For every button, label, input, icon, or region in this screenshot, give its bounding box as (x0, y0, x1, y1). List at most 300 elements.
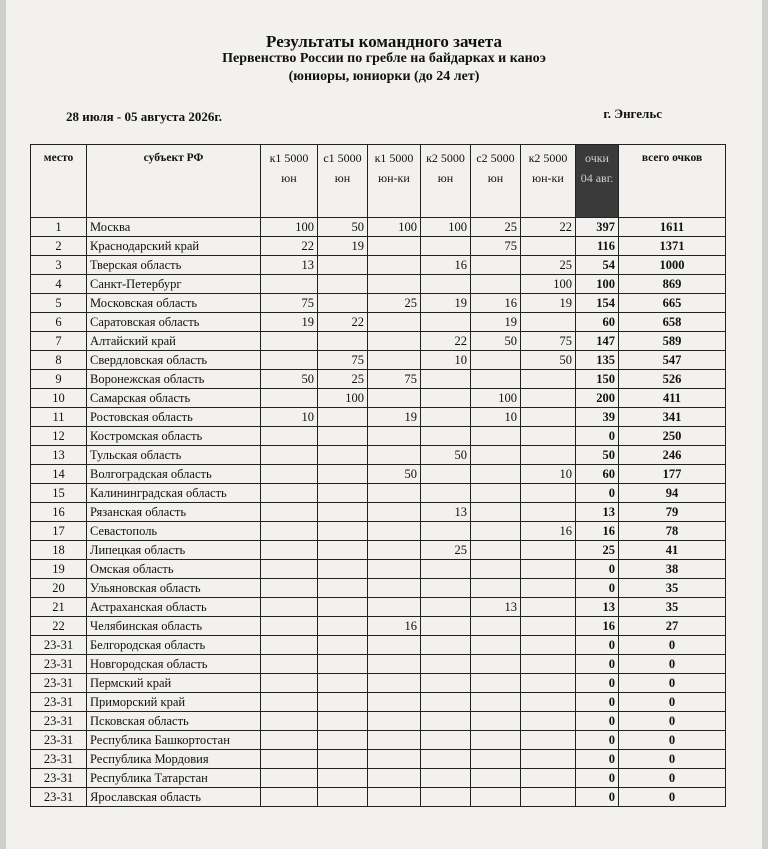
event-points-cell (318, 503, 368, 522)
event-points-cell (368, 731, 421, 750)
event-points-cell (261, 446, 318, 465)
column-header-place: место (31, 145, 87, 218)
total-points-cell: 0 (619, 636, 726, 655)
event-points-cell: 19 (421, 294, 471, 313)
event-points-cell (368, 351, 421, 370)
event-points-cell (521, 408, 576, 427)
total-points-cell: 1371 (619, 237, 726, 256)
day-points-cell: 13 (576, 598, 619, 617)
table-row (31, 275, 726, 294)
region-cell: Республика Башкортостан (87, 731, 261, 750)
total-points-cell: 0 (619, 693, 726, 712)
event-points-cell (261, 332, 318, 351)
day-points-cell: 0 (576, 788, 619, 807)
event-points-cell: 22 (318, 313, 368, 332)
event-points-cell (521, 370, 576, 389)
table-row (31, 693, 726, 712)
total-points-cell: 658 (619, 313, 726, 332)
event-points-cell: 25 (471, 218, 521, 237)
place-cell: 6 (31, 313, 87, 332)
place-cell: 10 (31, 389, 87, 408)
event-points-cell (318, 674, 368, 693)
total-points-cell: 1000 (619, 256, 726, 275)
event-points-cell (261, 541, 318, 560)
total-points-cell: 35 (619, 598, 726, 617)
event-points-cell (318, 712, 368, 731)
day-points-cell: 0 (576, 560, 619, 579)
event-points-cell: 16 (471, 294, 521, 313)
event-dates: 28 июля - 05 августа 2026г. (66, 109, 223, 124)
total-points-cell: 869 (619, 275, 726, 294)
table-row (31, 351, 726, 370)
day-points-cell: 13 (576, 503, 619, 522)
event-points-cell (261, 617, 318, 636)
day-points-cell: 0 (576, 731, 619, 750)
event-points-cell (471, 541, 521, 560)
event-points-cell (471, 503, 521, 522)
place-cell: 20 (31, 579, 87, 598)
table-row (31, 465, 726, 484)
place-cell: 23-31 (31, 674, 87, 693)
event-points-cell: 50 (421, 446, 471, 465)
event-points-cell (318, 522, 368, 541)
event-points-cell (318, 408, 368, 427)
event-points-cell (318, 636, 368, 655)
event-points-cell (421, 275, 471, 294)
event-points-cell (318, 617, 368, 636)
event-points-cell: 22 (421, 332, 471, 351)
event-points-cell: 100 (368, 218, 421, 237)
event-points-cell (318, 693, 368, 712)
table-body (31, 218, 726, 807)
event-points-cell: 75 (471, 237, 521, 256)
place-cell: 4 (31, 275, 87, 294)
place-cell: 23-31 (31, 693, 87, 712)
event-points-cell (318, 769, 368, 788)
column-header-c2-5000-jun: с2 5000 юн (471, 145, 521, 218)
event-points-cell (471, 446, 521, 465)
place-cell: 23-31 (31, 750, 87, 769)
event-points-cell (471, 275, 521, 294)
place-cell: 21 (31, 598, 87, 617)
table-row (31, 788, 726, 807)
event-points-cell (421, 788, 471, 807)
event-points-cell: 25 (318, 370, 368, 389)
event-points-cell: 50 (368, 465, 421, 484)
event-points-cell (318, 598, 368, 617)
event-points-cell (261, 674, 318, 693)
place-cell: 11 (31, 408, 87, 427)
total-points-cell: 0 (619, 674, 726, 693)
region-cell: Алтайский край (87, 332, 261, 351)
event-points-cell (471, 731, 521, 750)
region-cell: Липецкая область (87, 541, 261, 560)
total-points-cell: 665 (619, 294, 726, 313)
event-points-cell (368, 275, 421, 294)
event-points-cell (421, 408, 471, 427)
column-header-c1-5000-jun: с1 5000 юн (318, 145, 368, 218)
event-points-cell (471, 769, 521, 788)
region-cell: Пермский край (87, 674, 261, 693)
event-points-cell (318, 560, 368, 579)
event-points-cell (471, 351, 521, 370)
table-row (31, 655, 726, 674)
event-points-cell (368, 313, 421, 332)
region-cell: Приморский край (87, 693, 261, 712)
event-points-cell (261, 788, 318, 807)
event-points-cell (521, 750, 576, 769)
event-city: г. Энгельс (603, 106, 662, 121)
total-points-cell: 27 (619, 617, 726, 636)
event-points-cell (471, 579, 521, 598)
event-points-cell (471, 370, 521, 389)
event-points-cell (318, 427, 368, 446)
event-points-cell: 100 (521, 275, 576, 294)
event-points-cell (261, 579, 318, 598)
event-points-cell (368, 750, 421, 769)
event-points-cell (521, 788, 576, 807)
day-points-cell: 0 (576, 427, 619, 446)
column-header-points-day: очки 04 авг. (576, 145, 619, 218)
region-cell: Волгоградская область (87, 465, 261, 484)
document-subtitle: Первенство России по гребле на байдарках и каноэ (222, 51, 546, 66)
region-cell: Астраханская область (87, 598, 261, 617)
place-cell: 16 (31, 503, 87, 522)
event-points-cell: 50 (318, 218, 368, 237)
event-points-cell (421, 693, 471, 712)
event-points-cell (521, 712, 576, 731)
table-row (31, 389, 726, 408)
event-points-cell (521, 769, 576, 788)
day-points-cell: 0 (576, 693, 619, 712)
event-points-cell (521, 541, 576, 560)
day-points-cell: 147 (576, 332, 619, 351)
event-points-cell (368, 636, 421, 655)
place-cell: 1 (31, 218, 87, 237)
table-row (31, 617, 726, 636)
region-cell: Московская область (87, 294, 261, 313)
event-points-cell (421, 617, 471, 636)
column-header-k1-5000-junki: к1 5000 юн-ки (368, 145, 421, 218)
event-points-cell (521, 389, 576, 408)
event-points-cell: 16 (368, 617, 421, 636)
region-cell: Челябинская область (87, 617, 261, 636)
event-points-cell (521, 313, 576, 332)
event-points-cell (261, 636, 318, 655)
table-row (31, 332, 726, 351)
event-points-cell (521, 693, 576, 712)
region-cell: Новгородская область (87, 655, 261, 674)
region-cell: Ярославская область (87, 788, 261, 807)
place-cell: 22 (31, 617, 87, 636)
total-points-cell: 177 (619, 465, 726, 484)
table-header-row (31, 145, 726, 218)
event-points-cell (368, 503, 421, 522)
day-points-cell: 25 (576, 541, 619, 560)
table-row (31, 541, 726, 560)
event-points-cell (368, 332, 421, 351)
place-cell: 15 (31, 484, 87, 503)
table-row (31, 579, 726, 598)
day-points-cell: 0 (576, 655, 619, 674)
region-cell: Ростовская область (87, 408, 261, 427)
table-row (31, 484, 726, 503)
event-points-cell (368, 769, 421, 788)
event-points-cell (261, 275, 318, 294)
event-points-cell (368, 237, 421, 256)
event-points-cell (521, 617, 576, 636)
event-points-cell (521, 484, 576, 503)
place-cell: 14 (31, 465, 87, 484)
event-points-cell (368, 541, 421, 560)
event-points-cell (261, 484, 318, 503)
place-cell: 7 (31, 332, 87, 351)
region-cell: Воронежская область (87, 370, 261, 389)
event-points-cell (421, 579, 471, 598)
day-points-cell: 397 (576, 218, 619, 237)
event-points-cell (368, 712, 421, 731)
table-row (31, 636, 726, 655)
table-row (31, 237, 726, 256)
total-points-cell: 0 (619, 731, 726, 750)
event-points-cell (368, 598, 421, 617)
event-points-cell (318, 294, 368, 313)
event-points-cell (368, 389, 421, 408)
event-points-cell (261, 598, 318, 617)
table-row (31, 503, 726, 522)
event-points-cell (521, 579, 576, 598)
event-points-cell (368, 446, 421, 465)
table-row (31, 370, 726, 389)
day-points-cell: 154 (576, 294, 619, 313)
event-points-cell: 100 (261, 218, 318, 237)
place-cell: 18 (31, 541, 87, 560)
place-cell: 19 (31, 560, 87, 579)
event-points-cell (421, 389, 471, 408)
place-cell: 12 (31, 427, 87, 446)
region-cell: Саратовская область (87, 313, 261, 332)
total-points-cell: 250 (619, 427, 726, 446)
column-header-k2-5000-jun: к2 5000 юн (421, 145, 471, 218)
day-points-cell: 54 (576, 256, 619, 275)
day-points-cell: 150 (576, 370, 619, 389)
event-points-cell: 19 (261, 313, 318, 332)
column-header-region: субъект РФ (87, 145, 261, 218)
event-points-cell (368, 788, 421, 807)
event-points-cell: 16 (421, 256, 471, 275)
region-cell: Белгородская область (87, 636, 261, 655)
column-header-total: всего очков (619, 145, 726, 218)
event-points-cell (471, 465, 521, 484)
team-results-table (30, 144, 726, 807)
event-points-cell (261, 351, 318, 370)
event-points-cell (471, 484, 521, 503)
day-points-cell: 200 (576, 389, 619, 408)
event-points-cell (421, 484, 471, 503)
total-points-cell: 0 (619, 788, 726, 807)
event-points-cell (521, 446, 576, 465)
total-points-cell: 0 (619, 769, 726, 788)
table-row (31, 712, 726, 731)
place-cell: 5 (31, 294, 87, 313)
event-points-cell (318, 541, 368, 560)
event-points-cell (471, 522, 521, 541)
place-cell: 3 (31, 256, 87, 275)
day-points-cell: 60 (576, 313, 619, 332)
event-points-cell (261, 655, 318, 674)
table-row (31, 294, 726, 313)
day-points-cell: 0 (576, 750, 619, 769)
event-points-cell (261, 693, 318, 712)
event-points-cell (421, 370, 471, 389)
region-cell: Ульяновская область (87, 579, 261, 598)
day-points-cell: 16 (576, 617, 619, 636)
event-points-cell (421, 560, 471, 579)
event-points-cell (261, 712, 318, 731)
place-cell: 23-31 (31, 788, 87, 807)
event-points-cell (421, 522, 471, 541)
event-points-cell (421, 769, 471, 788)
event-points-cell (368, 560, 421, 579)
region-cell: Краснодарский край (87, 237, 261, 256)
event-points-cell (521, 655, 576, 674)
event-points-cell (318, 256, 368, 275)
event-points-cell: 50 (471, 332, 521, 351)
total-points-cell: 411 (619, 389, 726, 408)
event-points-cell (318, 788, 368, 807)
place-cell: 23-31 (31, 731, 87, 750)
event-points-cell: 75 (368, 370, 421, 389)
region-cell: Псковская область (87, 712, 261, 731)
day-points-cell: 16 (576, 522, 619, 541)
place-cell: 2 (31, 237, 87, 256)
event-points-cell (318, 332, 368, 351)
event-points-cell (318, 484, 368, 503)
event-points-cell: 10 (521, 465, 576, 484)
event-points-cell: 19 (521, 294, 576, 313)
event-points-cell (421, 731, 471, 750)
event-points-cell: 19 (318, 237, 368, 256)
column-header-k1-5000-jun: к1 5000 юн (261, 145, 318, 218)
place-cell: 23-31 (31, 712, 87, 731)
event-points-cell (421, 237, 471, 256)
table-row (31, 598, 726, 617)
region-cell: Костромская область (87, 427, 261, 446)
region-cell: Республика Татарстан (87, 769, 261, 788)
table-row (31, 750, 726, 769)
event-points-cell: 19 (368, 408, 421, 427)
event-points-cell: 10 (421, 351, 471, 370)
event-points-cell: 75 (318, 351, 368, 370)
place-cell: 23-31 (31, 655, 87, 674)
total-points-cell: 94 (619, 484, 726, 503)
event-points-cell (471, 655, 521, 674)
table-row (31, 408, 726, 427)
event-points-cell (521, 731, 576, 750)
region-cell: Тульская область (87, 446, 261, 465)
region-cell: Свердловская область (87, 351, 261, 370)
event-points-cell: 10 (261, 408, 318, 427)
total-points-cell: 547 (619, 351, 726, 370)
event-points-cell (421, 674, 471, 693)
event-points-cell (421, 598, 471, 617)
total-points-cell: 0 (619, 655, 726, 674)
table-row (31, 731, 726, 750)
place-cell: 17 (31, 522, 87, 541)
event-points-cell (421, 750, 471, 769)
event-points-cell (261, 427, 318, 446)
event-points-cell (521, 237, 576, 256)
table-row (31, 427, 726, 446)
event-points-cell (318, 731, 368, 750)
day-points-cell: 60 (576, 465, 619, 484)
event-points-cell: 22 (261, 237, 318, 256)
total-points-cell: 246 (619, 446, 726, 465)
event-points-cell (318, 655, 368, 674)
event-points-cell (471, 693, 521, 712)
place-cell: 23-31 (31, 769, 87, 788)
day-points-cell: 0 (576, 712, 619, 731)
total-points-cell: 589 (619, 332, 726, 351)
day-points-cell: 0 (576, 484, 619, 503)
table-row (31, 256, 726, 275)
column-header-k2-5000-junki: к2 5000 юн-ки (521, 145, 576, 218)
event-points-cell (261, 465, 318, 484)
event-points-cell (521, 427, 576, 446)
event-points-cell (471, 788, 521, 807)
event-points-cell: 13 (421, 503, 471, 522)
event-points-cell (368, 427, 421, 446)
total-points-cell: 41 (619, 541, 726, 560)
event-points-cell: 50 (521, 351, 576, 370)
event-points-cell: 100 (471, 389, 521, 408)
day-points-cell: 50 (576, 446, 619, 465)
event-points-cell (318, 750, 368, 769)
event-points-cell (318, 446, 368, 465)
event-points-cell: 10 (471, 408, 521, 427)
total-points-cell: 38 (619, 560, 726, 579)
event-points-cell (261, 769, 318, 788)
event-points-cell (471, 674, 521, 693)
event-points-cell (261, 503, 318, 522)
place-cell: 9 (31, 370, 87, 389)
total-points-cell: 35 (619, 579, 726, 598)
table-row (31, 522, 726, 541)
document-subtitle-2: (юниоры, юниорки (до 24 лет) (288, 69, 480, 84)
region-cell: Севастополь (87, 522, 261, 541)
event-points-cell (368, 674, 421, 693)
total-points-cell: 0 (619, 712, 726, 731)
table-row (31, 560, 726, 579)
region-cell: Тверская область (87, 256, 261, 275)
table-row (31, 446, 726, 465)
table-row (31, 769, 726, 788)
table-row (31, 313, 726, 332)
event-points-cell (261, 522, 318, 541)
day-points-cell: 0 (576, 769, 619, 788)
event-points-cell: 25 (521, 256, 576, 275)
event-points-cell: 13 (261, 256, 318, 275)
event-points-cell (318, 465, 368, 484)
event-points-cell: 13 (471, 598, 521, 617)
event-points-cell (368, 484, 421, 503)
results-sheet (6, 0, 762, 849)
event-points-cell: 75 (261, 294, 318, 313)
event-points-cell (471, 427, 521, 446)
event-points-cell (368, 256, 421, 275)
place-cell: 23-31 (31, 636, 87, 655)
event-points-cell (521, 560, 576, 579)
